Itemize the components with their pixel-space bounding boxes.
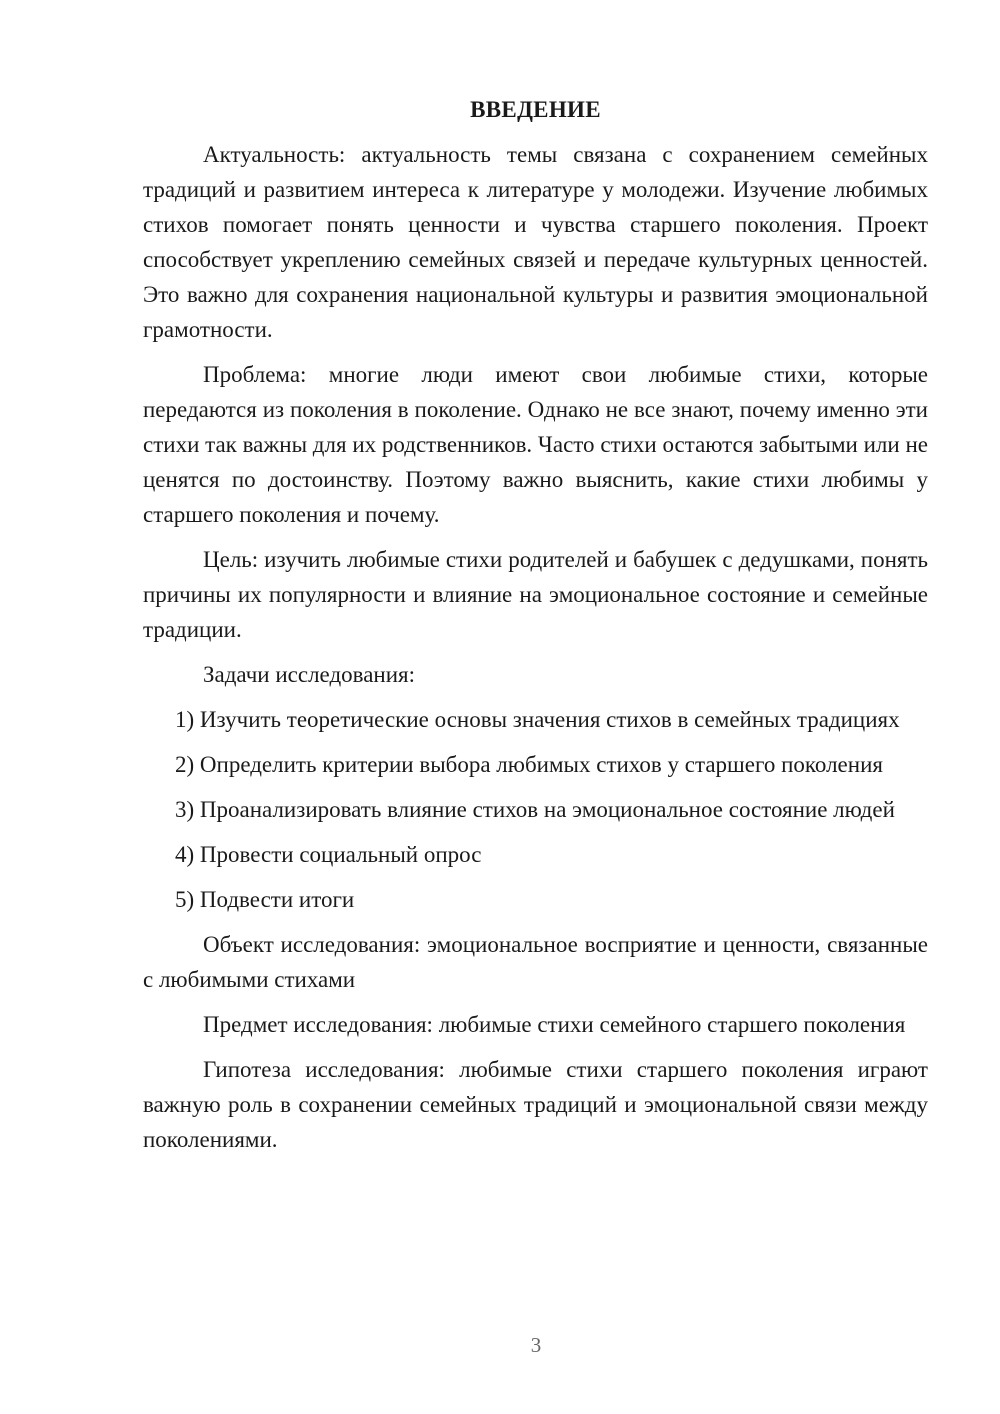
task-item: 4) Провести социальный опрос (175, 842, 482, 867)
goal-paragraph: Цель: изучить любимые стихи родителей и бабушек с дедушками, понять причины их популярности и влияние на эмоциональное состояние и семейные традиции. (143, 547, 928, 642)
problem-paragraph: Проблема: многие люди имеют свои любимые стихи, которые передаются из поколения в поколение. Однако не все знают, почему именно эти стихи так важны для их родственников. Часто стихи остаются забытыми или не ценятся по достоинству. Поэтому важно выяснить, какие стихи любимы у старшего поколения и почему. (143, 362, 928, 527)
page-number: 3 (530, 1333, 542, 1357)
tasks-heading: Задачи исследования: (203, 662, 416, 687)
task-item: 5) Подвести итоги (175, 887, 355, 912)
relevance-paragraph: Актуальность: актуальность темы связана с сохранением семейных традиций и развитием интереса к литературе у молодежи. Изучение любимых стихов помогает понять ценности и чувства старшего поколения. Проект способствует укреплению семейных связей и передаче культурных ценностей. Это важно для сохранения национальной культуры и развития эмоциональной грамотности. (143, 142, 928, 342)
hypothesis-paragraph: Гипотеза исследования: любимые стихи старшего поколения играют важную роль в сохранении семейных традиций и эмоциональной связи между поколениями. (143, 1057, 928, 1152)
object-paragraph: Объект исследования: эмоциональное восприятие и ценности, связанные с любимыми стихами (143, 932, 928, 992)
page-content (143, 92, 928, 1167)
task-item: 2) Определить критерии выбора любимых стихов у старшего поколения (175, 752, 883, 777)
subject-paragraph: Предмет исследования: любимые стихи семейного старшего поколения (203, 1012, 906, 1037)
page-title: ВВЕДЕНИЕ (470, 97, 601, 122)
task-item: 1) Изучить теоретические основы значения стихов в семейных традициях (175, 707, 900, 732)
task-item: 3) Проанализировать влияние стихов на эмоциональное состояние людей (175, 797, 895, 822)
